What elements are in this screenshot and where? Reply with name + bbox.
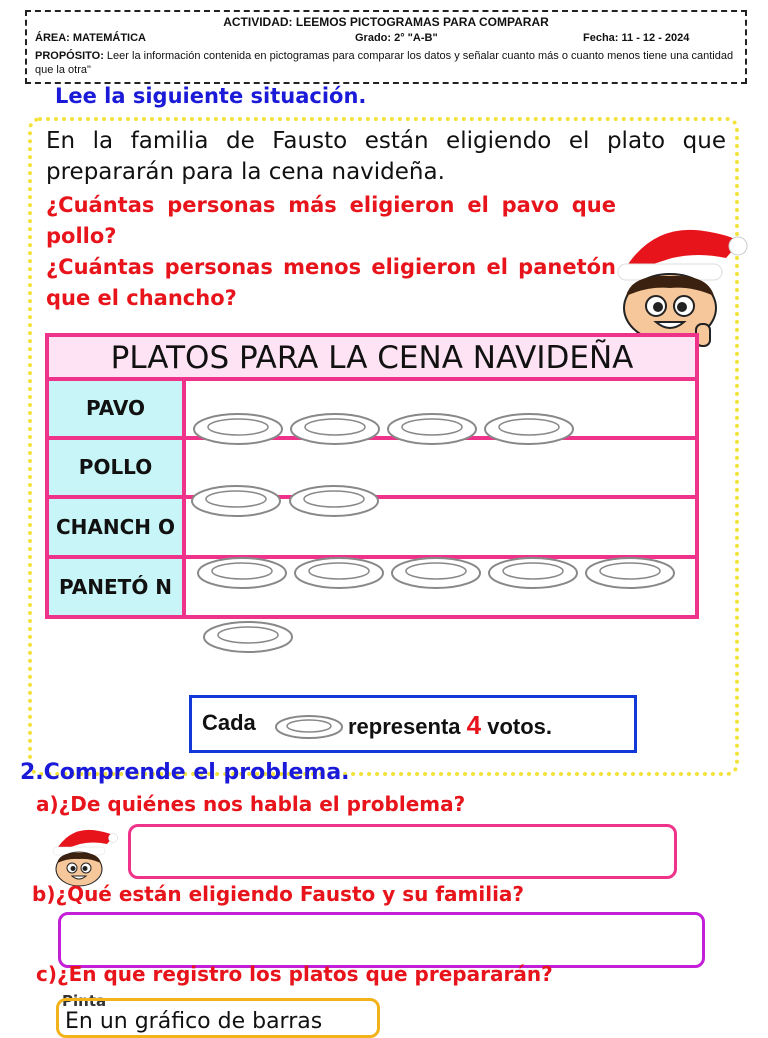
legend-suffix: votos. — [487, 714, 553, 739]
plate-icon — [483, 412, 575, 450]
section2-title: 2.Comprende el problema. — [20, 760, 350, 785]
intro-text: En la familia de Fausto están eligiendo el plato que prepararán para la cena navideña. — [46, 128, 726, 185]
pictogram-title: PLATOS PARA LA CENA NAVIDEÑA — [49, 337, 695, 381]
plate-icon — [390, 556, 482, 594]
plate-icon — [190, 484, 282, 522]
question-1: ¿Cuántas personas más eligieron el pavo que pollo? — [46, 193, 616, 248]
plate-icon — [274, 714, 344, 744]
option-1-text: En un gráfico de barras — [65, 1009, 323, 1034]
legend-number: 4 — [466, 710, 482, 740]
plate-icon — [288, 484, 380, 522]
grade-label: Grado: 2° "A-B" — [355, 32, 438, 44]
legend-box — [189, 695, 637, 753]
question-2: ¿Cuántas personas menos eligieron el panetón que el chancho? — [46, 255, 616, 310]
answer-b-field[interactable] — [58, 912, 705, 968]
legend-prefix: Cada — [202, 710, 256, 735]
row-label: POLLO — [49, 440, 186, 495]
plate-icon — [196, 556, 288, 594]
plate-icon — [584, 556, 676, 594]
question-c: c)¿En que registro los platos que prepararán? — [36, 962, 553, 986]
legend-middle: representa — [348, 714, 461, 739]
plate-icon — [289, 412, 381, 450]
purpose-text: PROPÓSITO: Leer la información contenida en pictogramas para comparar los datos y señalar cuanto más o cuanto menos tiene una cantidad que la otra" — [35, 50, 734, 76]
section1-title: Lee la siguiente situación. — [55, 84, 367, 108]
question-a: a)¿De quiénes nos habla el problema? — [36, 792, 466, 816]
plate-icon — [386, 412, 478, 450]
plate-icon — [487, 556, 579, 594]
row-label: CHANCH O — [49, 499, 186, 555]
row-label: PAVO — [49, 381, 186, 436]
row-label: PANETÓ N — [49, 559, 186, 615]
question-b: b)¿Qué están eligiendo Fausto y su familia? — [32, 882, 525, 906]
plate-icon — [192, 412, 284, 450]
plate-icon — [202, 620, 294, 658]
date-label: Fecha: 11 - 12 - 2024 — [583, 32, 690, 44]
plate-icon — [293, 556, 385, 594]
option-1-box[interactable] — [56, 998, 380, 1038]
activity-header — [25, 10, 747, 84]
area-label: ÁREA: MATEMÁTICA — [35, 32, 147, 44]
pinta-label: Pinta — [62, 992, 107, 1010]
answer-a-field[interactable] — [128, 824, 677, 879]
activity-title: ACTIVIDAD: LEEMOS PICTOGRAMAS PARA COMPARAR — [223, 15, 549, 29]
